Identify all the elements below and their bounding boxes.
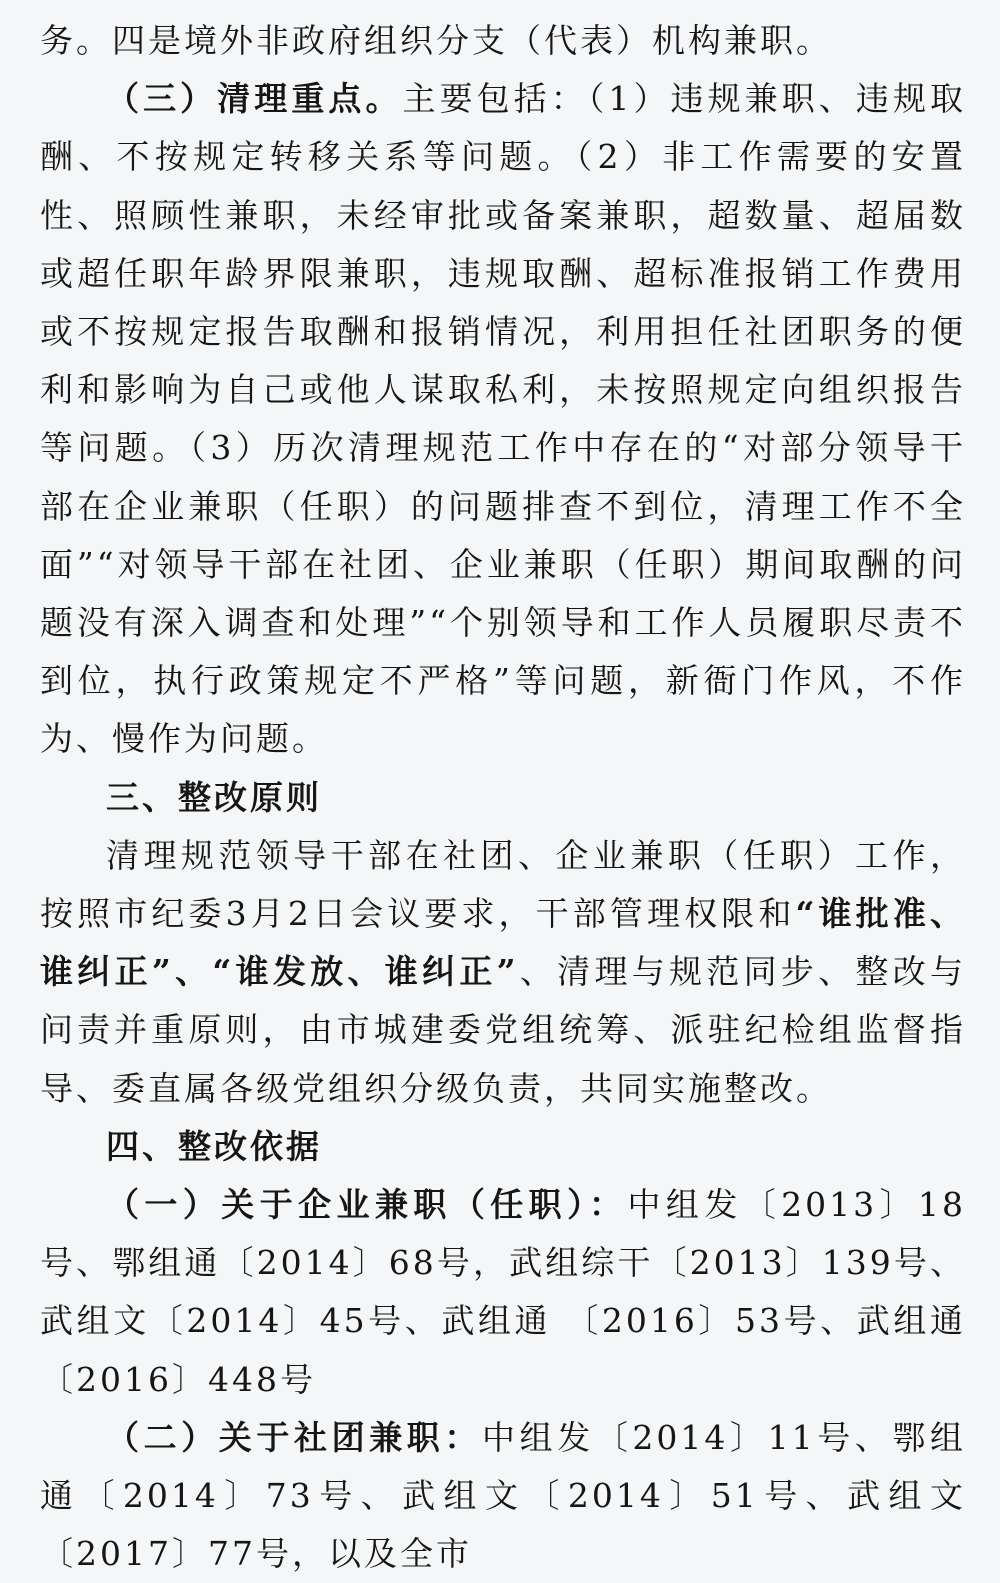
paragraph-body-part: 清理规范领导干部在社团、企业兼职（任职）工作，按照市纪委3月2日会议要求，干部管理权限和 xyxy=(40,835,966,934)
emphasized-quote: “谁批准、谁纠正”、“谁发放、谁纠正” xyxy=(40,894,966,992)
paragraph-continuation: 务。四是境外非政府组织分支（代表）机构兼职。 xyxy=(40,21,832,60)
paragraph-enterprise-basis xyxy=(40,1176,966,1409)
section-heading-principles: 三、整改原则 xyxy=(106,777,322,817)
paragraph-clearance-focus xyxy=(40,70,966,768)
paragraph-principles xyxy=(40,827,966,1118)
paragraph-lead-title: （二）关于社团兼职： xyxy=(106,1417,483,1457)
section-heading-basis: 四、整改依据 xyxy=(106,1126,322,1166)
paragraph-lead-title: （三）清理重点。 xyxy=(106,79,403,119)
paragraph-society-basis xyxy=(40,1409,966,1583)
paragraph-body-part: 、清理与规范同步、整改与问责并重原则，由市城建委党组统筹、派驻纪检组监督指导、委直属各级党组织分级负责，共同实施整改。 xyxy=(40,952,966,1108)
paragraph-lead-title: （一）关于企业兼职（任职）： xyxy=(106,1185,628,1225)
paragraph-body: 主要包括：（1）违规兼职、违规取酬、不按规定转移关系等问题。（2）非工作需要的安置性、照顾性兼职，未经审批或备案兼职，超数量、超届数或超任职年龄界限兼职，违规取酬、超标准报销工作费用或不按规定报告取酬和报销情况，利用担任社团职务的便利和影响为自己或他人谋取私利，未按照规定向组织报告等问题。（3）历次清理规范工作中存在的“对部分领导干部在企业兼职（任职）的问题排查不到位，清理工作不全面”“对领导干部在社团、企业兼职（任职）期间取酬的问题没有深入调查和处理”“个别领导和工作人员履职尽责不到位，执行政策规定不严格”等问题，新衙门作风，不作为、慢作为问题。 xyxy=(40,79,967,759)
paragraph-body: 中组发〔2014〕11号、鄂组通〔2014〕73号、武组文〔2014〕51号、武组文〔2017〕77号，以及全市 xyxy=(40,1417,966,1574)
paragraph-body: 中组发〔2013〕18号、鄂组通〔2014〕68号，武组综干〔2013〕139号、武组文〔2014〕45号、武组通 〔2016〕53号、武组通〔2016〕448号 xyxy=(40,1185,966,1399)
